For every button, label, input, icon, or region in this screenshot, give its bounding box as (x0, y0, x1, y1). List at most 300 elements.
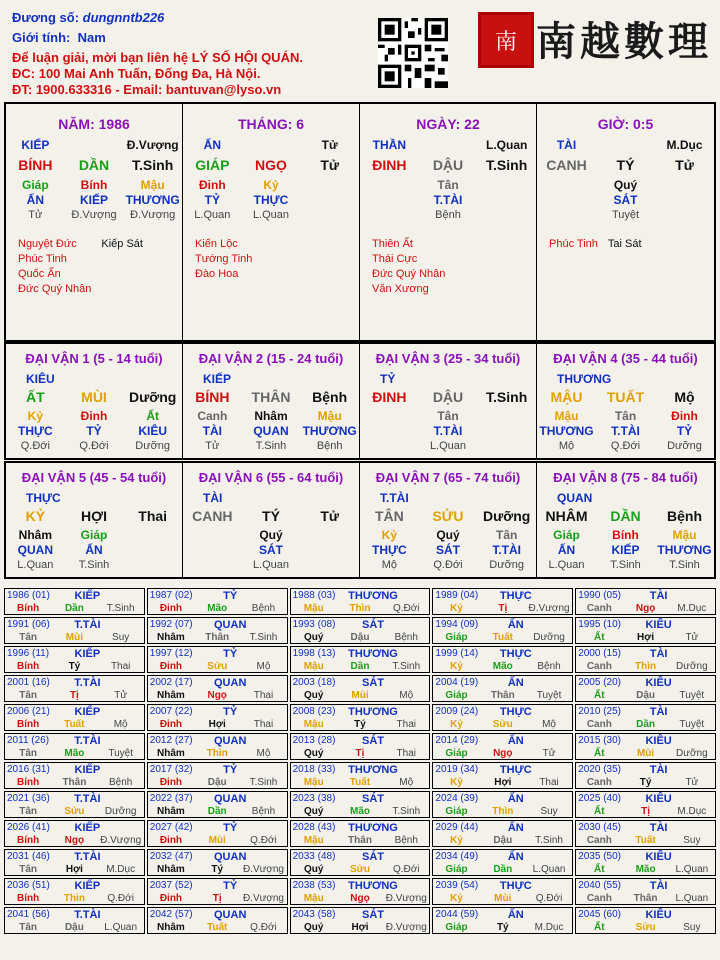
year-stem: Tân (19, 922, 38, 933)
dai-van-title: ĐẠI VẬN 6 (55 - 64 tuổi) (198, 470, 344, 485)
year-detail (148, 632, 287, 643)
year-god: KIẾP (74, 822, 101, 834)
dai-van-8 (537, 463, 714, 577)
year-stage: Q.Đới (535, 893, 563, 904)
stage-cell: Tử (28, 209, 43, 221)
dai-van-gods (537, 424, 714, 439)
dai-van-gods-cell: QUAN (17, 543, 53, 557)
year-detail (148, 777, 287, 788)
stage-cell: Q.Đới (433, 559, 463, 571)
pillar-hidden-stems-cell: Giáp (21, 178, 49, 192)
year-stage: Thai (539, 777, 559, 788)
year-god: KIÊU (645, 735, 672, 747)
dai-van-stem-branch-cell: BÍNH (195, 389, 230, 405)
stage-cell (655, 208, 714, 223)
dai-van-row-2 (4, 461, 716, 579)
year-god: SÁT (361, 793, 384, 805)
dai-van-stem-branch-cell: TÂN (374, 508, 404, 524)
pillar-stem-branch-cell: ĐINH (372, 157, 407, 173)
year-cell (147, 820, 288, 847)
year-cell (575, 646, 716, 673)
seal-text: 南 (494, 29, 517, 55)
dai-van-hidden-cell: Nhâm (254, 409, 288, 423)
year-branch: Tuất (635, 835, 656, 846)
pillar-stem-branch-cell: T.Sinh (486, 157, 528, 173)
year-god: QUAN (214, 793, 247, 805)
dai-van-stem-branch-cell: TUẤT (606, 389, 645, 405)
year-detail (433, 777, 572, 788)
pillar-title: NĂM: 1986 (58, 116, 130, 132)
dai-van-stem-branch (183, 390, 359, 405)
year-stem: Canh (586, 719, 612, 730)
year-detail (5, 835, 144, 846)
year-branch: Thân (348, 835, 372, 846)
year-cell (4, 791, 145, 818)
pillar-ten-gods-cell: TỶ (204, 193, 220, 207)
year-detail (576, 603, 715, 614)
year-stage: Dưỡng (533, 632, 565, 643)
year-stem: Đinh (159, 661, 183, 672)
pillar-stem-branch-cell: DẬU (432, 157, 464, 173)
year-cell (290, 791, 431, 818)
dai-van-gods (537, 543, 714, 558)
pillar-ten-gods (360, 193, 536, 208)
year-branch: Sửu (64, 806, 85, 817)
pillar-ten-gods-cell: THƯƠNG (125, 193, 180, 207)
year-detail (576, 922, 715, 933)
pillar-stem-branch (360, 158, 536, 173)
year-detail (148, 719, 287, 730)
dai-van-stem-branch-cell: THÂN (251, 389, 291, 405)
dai-van-gods-cell (477, 424, 536, 439)
year-detail (576, 661, 715, 672)
dai-van-gods-cell: KIẾP (611, 543, 640, 557)
year-stem: Quý (304, 922, 324, 933)
year-branch: Thìn (63, 893, 85, 904)
year-god: T.TÀI (74, 909, 101, 921)
year-god: TÀI (649, 764, 668, 776)
year-cell (147, 617, 288, 644)
year-stage: T.Sinh (392, 661, 421, 672)
year-branch: Tý (639, 777, 652, 788)
year-label: 1990 (05) (578, 590, 621, 601)
year-stage: Tuyệt (108, 748, 133, 759)
dai-van-gods (6, 424, 182, 439)
stage-cell: Dưỡng (667, 440, 702, 452)
year-stem: Quý (304, 690, 324, 701)
year-stage: L.Quan (675, 893, 709, 904)
year-cell (290, 849, 431, 876)
dai-van-hidden-cell: Mậu (317, 409, 342, 423)
year-branch: Dần (350, 661, 370, 672)
year-detail (433, 719, 572, 730)
dai-van-3 (360, 344, 537, 458)
year-god: QUAN (214, 677, 247, 689)
stage-cell (300, 208, 359, 223)
year-cell (4, 733, 145, 760)
year-branch: Tị (212, 893, 222, 904)
stage-cell: Tuyệt (611, 209, 640, 221)
dai-van-stem-branch-cell: Bệnh (667, 508, 702, 524)
year-cell (290, 762, 431, 789)
pillar-stage-row (183, 208, 359, 223)
year-cell (290, 878, 431, 905)
pillar-ten-gods-cell (477, 193, 536, 208)
year-branch: Thân (205, 632, 230, 643)
year-detail (433, 806, 572, 817)
dai-van-6 (183, 463, 360, 577)
dai-van-stem-branch (537, 390, 714, 405)
year-branch: Tý (68, 661, 81, 672)
year-god: ẤN (507, 793, 524, 805)
year-branch: Sửu (635, 922, 656, 933)
year-stage: L.Quan (532, 864, 566, 875)
year-branch: Thìn (349, 603, 371, 614)
year-god: KIÊU (645, 909, 672, 921)
year-stage: Bệnh (251, 806, 276, 817)
dai-van-stage (183, 558, 359, 573)
dai-van-title: ĐẠI VẬN 3 (25 - 34 tuổi) (375, 351, 521, 366)
dai-van-god: THƯƠNG (557, 372, 612, 386)
year-god: QUAN (214, 735, 247, 747)
year-god: SÁT (361, 619, 384, 631)
year-god: THỰC (499, 590, 532, 602)
year-stage: Bệnh (108, 777, 133, 788)
dai-van-stem-branch-cell: T.Sinh (486, 389, 528, 405)
year-detail (5, 632, 144, 643)
star-item: Nguyệt Đức (18, 238, 77, 250)
id-line (12, 10, 164, 25)
pillar-top-row-cell: Đ.Vượng (126, 138, 179, 152)
stage-cell: L.Quan (252, 559, 290, 571)
pillar-top-row-cell: M.Dục (666, 138, 703, 152)
pillar-hidden-stems-cell (477, 178, 536, 193)
year-cell (4, 675, 145, 702)
year-branch: Ngọ (350, 893, 370, 904)
pillar-stage-row (537, 208, 714, 223)
dai-van-hidden-cell: Kỷ (381, 528, 397, 542)
year-branch: Hợi (65, 864, 83, 875)
pillar-hidden-stems-cell: Kỷ (263, 178, 279, 192)
dai-van-stage (360, 439, 536, 454)
year-god: THƯƠNG (348, 880, 398, 892)
pillar-top-row (183, 138, 359, 153)
pillar-hidden-stems (6, 178, 182, 193)
dai-van-stem-branch (6, 390, 182, 405)
year-label: 2035 (50) (578, 851, 621, 862)
year-branch: Sửu (492, 719, 513, 730)
year-god: TỶ (223, 648, 238, 660)
dai-van-gods-cell: ẤN (557, 543, 576, 557)
pillar-hidden-stems (360, 178, 536, 193)
dai-van-stem-branch-cell: Bệnh (312, 389, 348, 405)
dai-van-stem-branch-cell: ẤT (25, 389, 45, 405)
dai-van-title: ĐẠI VẬN 7 (65 - 74 tuổi) (375, 470, 521, 485)
year-label: 2016 (31) (7, 764, 50, 775)
year-label: 2039 (54) (435, 880, 479, 891)
stage-cell: Mộ (558, 440, 575, 452)
gender-line (12, 30, 106, 45)
dai-van-hidden-cell: Giáp (80, 528, 108, 542)
pillar-stem-branch-cell: BÍNH (18, 157, 53, 173)
year-stem: Giáp (445, 922, 468, 933)
year-detail (148, 806, 287, 817)
dai-van-gods-cell: TỶ (676, 424, 693, 438)
year-stem: Ất (594, 748, 605, 759)
stage-cell: Q.Đới (79, 440, 109, 452)
year-detail (148, 748, 287, 759)
year-cell (575, 878, 716, 905)
dai-van-gods-cell: THƯƠNG (657, 543, 712, 557)
pillar-ten-gods-cell: THỰC (253, 193, 289, 207)
pillar-ten-gods-cell (360, 193, 419, 208)
year-cell (147, 849, 288, 876)
dai-van-hidden-cell (300, 528, 359, 543)
year-stem: Đinh (159, 893, 183, 904)
year-stage: Tuyệt (536, 690, 562, 701)
year-stem: Bính (17, 661, 40, 672)
year-cell (147, 675, 288, 702)
pillar-hidden-stems-cell: Tân (437, 178, 459, 192)
dai-van-hidden (537, 528, 714, 543)
pillar-hidden-stems-cell (655, 178, 714, 193)
year-cell (432, 733, 573, 760)
year-label: 1999 (14) (435, 648, 479, 659)
year-cell (575, 617, 716, 644)
year-stage: Suy (540, 806, 558, 817)
dai-van-hidden-cell: Kỷ (27, 409, 43, 423)
year-stem: Mậu (303, 835, 324, 846)
year-branch: Thân (62, 777, 87, 788)
dai-van-gods-cell: T.TÀI (492, 543, 521, 557)
year-branch: Mùi (351, 690, 369, 701)
year-god: T.TÀI (74, 735, 101, 747)
star-item: Tướng Tinh (195, 253, 253, 265)
year-cell (575, 849, 716, 876)
stage-cell: L.Quan (429, 440, 467, 452)
year-branch: Hợi (208, 719, 226, 730)
year-label: 2030 (45) (578, 822, 621, 833)
year-detail (5, 690, 144, 701)
year-detail (148, 922, 287, 933)
stage-cell: T.Sinh (669, 559, 700, 571)
year-god: T.TÀI (74, 851, 101, 863)
pillar-stem-branch-cell: TÝ (616, 157, 635, 173)
year-stem: Nhâm (157, 864, 185, 875)
year-stem: Nhâm (157, 806, 185, 817)
dai-van-gods (183, 543, 359, 558)
dai-van-stem-branch-cell: KỶ (25, 508, 46, 524)
stage-cell: Q.Đới (610, 440, 641, 452)
dai-van-hidden-cell: Đinh (80, 409, 108, 423)
dai-van-title: ĐẠI VẬN 5 (45 - 54 tuổi) (21, 470, 167, 485)
year-label: 2034 (49) (435, 851, 479, 862)
year-stem: Kỷ (450, 893, 463, 904)
year-god: THỰC (499, 648, 532, 660)
dai-van-row-1 (4, 342, 716, 460)
stage-cell: L.Quan (548, 559, 585, 571)
year-stem: Ất (594, 632, 605, 643)
year-branch: Ngọ (207, 690, 227, 701)
dai-van-gods-cell: T.TÀI (433, 424, 463, 438)
year-cell (147, 588, 288, 615)
dai-van-stem-branch-cell: Mộ (674, 389, 695, 405)
year-god: ẤN (507, 909, 524, 921)
year-stem: Nhâm (157, 690, 185, 701)
year-cell (432, 762, 573, 789)
dai-van-gods-cell (183, 543, 242, 558)
year-stem: Giáp (445, 748, 468, 759)
year-stem: Đinh (159, 777, 183, 788)
year-cell (4, 820, 145, 847)
phone-email-line: ĐT: 1900.633316 - Email: bantuvan@lyso.vn (12, 82, 282, 97)
year-stage: Tử (114, 690, 128, 701)
pillar-top-row-cell: Tử (321, 138, 338, 152)
year-stage: Bệnh (537, 661, 561, 672)
year-stage: Suy (683, 835, 701, 846)
year-stem: Tân (19, 864, 38, 875)
year-stage: Q.Đới (392, 864, 420, 875)
dai-van-hidden-cell (123, 528, 182, 543)
year-stage: Dưỡng (676, 661, 708, 672)
year-stage: Dưỡng (676, 748, 708, 759)
year-god: TỶ (223, 764, 238, 776)
year-label: 2025 (40) (578, 793, 621, 804)
year-god: THỰC (499, 764, 532, 776)
dai-van-5 (6, 463, 183, 577)
pillar-hidden-stems (537, 178, 714, 193)
year-detail (148, 835, 287, 846)
dai-van-stem-branch (183, 509, 359, 524)
year-detail (576, 806, 715, 817)
year-cell (147, 646, 288, 673)
year-detail (433, 690, 572, 701)
dai-van-stage (537, 439, 714, 454)
year-stage: Thai (110, 661, 131, 672)
qr-code-icon (378, 18, 448, 88)
pillar-title: NGÀY: 22 (416, 116, 480, 132)
year-detail (576, 748, 715, 759)
pillar-stem-branch-cell: DẦN (78, 157, 110, 173)
four-pillars-panel (4, 102, 716, 342)
year-label: 1994 (09) (435, 619, 479, 630)
pillar-ten-gods (183, 193, 359, 208)
stage-cell: L.Quan (194, 209, 231, 221)
year-branch: Tuất (492, 632, 513, 643)
year-label: 2040 (55) (578, 880, 621, 891)
year-god: ẤN (507, 735, 524, 747)
year-stem: Kỷ (450, 603, 463, 614)
pillar-stars (360, 237, 536, 297)
year-cell (290, 646, 431, 673)
year-god: SÁT (361, 909, 384, 921)
gender-label: Giới tính: (12, 30, 71, 45)
year-label: 2018 (33) (292, 764, 336, 775)
star-item: Phúc Tinh (549, 238, 598, 250)
dai-van-stem-branch-cell: NHÂM (545, 508, 588, 524)
year-label: 2013 (28) (292, 735, 336, 746)
year-label: 1992 (07) (149, 619, 193, 630)
dai-van-stem-branch (360, 390, 536, 405)
pillar-top-row (537, 138, 714, 153)
stage-cell: Dưỡng (135, 440, 171, 452)
pillar-ten-gods-cell: T.TÀI (433, 193, 463, 207)
year-stem: Mậu (303, 893, 324, 904)
pillar-ten-gods-cell: ẤN (26, 193, 44, 207)
year-stem: Nhâm (157, 922, 185, 933)
year-god: SÁT (361, 851, 384, 863)
year-label: 1998 (13) (292, 648, 336, 659)
pillar-ten-gods (537, 193, 714, 208)
star-item: Đức Quý Nhân (372, 268, 446, 280)
pillar-hidden-stems-cell (300, 178, 359, 193)
dai-van-gods-cell: TỶ (86, 424, 102, 438)
year-branch: Mão (492, 661, 513, 672)
year-god: THƯƠNG (348, 822, 398, 834)
year-god: SÁT (361, 677, 384, 689)
year-label: 2002 (17) (149, 677, 193, 688)
year-stage: T.Sinh (535, 835, 563, 846)
year-branch: Tuất (349, 777, 371, 788)
year-stage: Tuyệt (679, 719, 705, 730)
pillar-top-row-cell: TÀI (556, 138, 577, 152)
stage-cell: T.Sinh (78, 559, 110, 571)
year-god: QUAN (214, 851, 247, 863)
dai-van-gods-cell: THỰC (18, 424, 53, 438)
dai-van-gods-cell: TÀI (202, 424, 222, 438)
dai-van-stem-branch (537, 509, 714, 524)
pillar-top-row-cell (65, 138, 124, 153)
stage-cell (183, 558, 242, 573)
year-stem: Mậu (303, 719, 324, 730)
year-stem: Mậu (303, 603, 324, 614)
year-branch: Sửu (207, 661, 228, 672)
dai-van-stem-branch-cell: Dưỡng (129, 389, 177, 405)
year-cell (290, 704, 431, 731)
year-stage: Bệnh (251, 603, 276, 614)
year-stage: Thai (396, 719, 416, 730)
year-cell (4, 588, 145, 615)
year-stage: Tử (542, 748, 556, 759)
dai-van-gods-cell: ẤN (85, 543, 103, 557)
dai-van-hidden-cell: Quý (436, 528, 460, 542)
year-label: 2010 (25) (578, 706, 621, 717)
stage-cell: Bệnh (316, 440, 343, 452)
pillar-hidden-stems-cell (537, 178, 596, 193)
year-god: THƯƠNG (348, 590, 398, 602)
year-detail (5, 922, 144, 933)
year-branch: Sửu (349, 864, 370, 875)
year-stage: T.Sinh (249, 632, 278, 643)
year-stage: M.Dục (106, 864, 136, 875)
year-detail (291, 806, 430, 817)
year-detail (148, 690, 287, 701)
year-god: ẤN (507, 619, 524, 631)
year-detail (291, 893, 430, 904)
annual-luck-grid (4, 588, 716, 934)
id-label: Đương số: (12, 10, 80, 25)
dai-van-gods-cell: THƯƠNG (539, 424, 594, 438)
year-cell (432, 646, 573, 673)
year-stem: Giáp (445, 864, 468, 875)
year-stage: Thai (253, 690, 274, 701)
year-god: TỶ (223, 880, 238, 892)
gender-value: Nam (77, 30, 106, 45)
year-stage: M.Dục (677, 806, 707, 817)
stage-cell (360, 439, 419, 454)
year-cell (4, 849, 145, 876)
dai-van-stage (6, 558, 182, 573)
